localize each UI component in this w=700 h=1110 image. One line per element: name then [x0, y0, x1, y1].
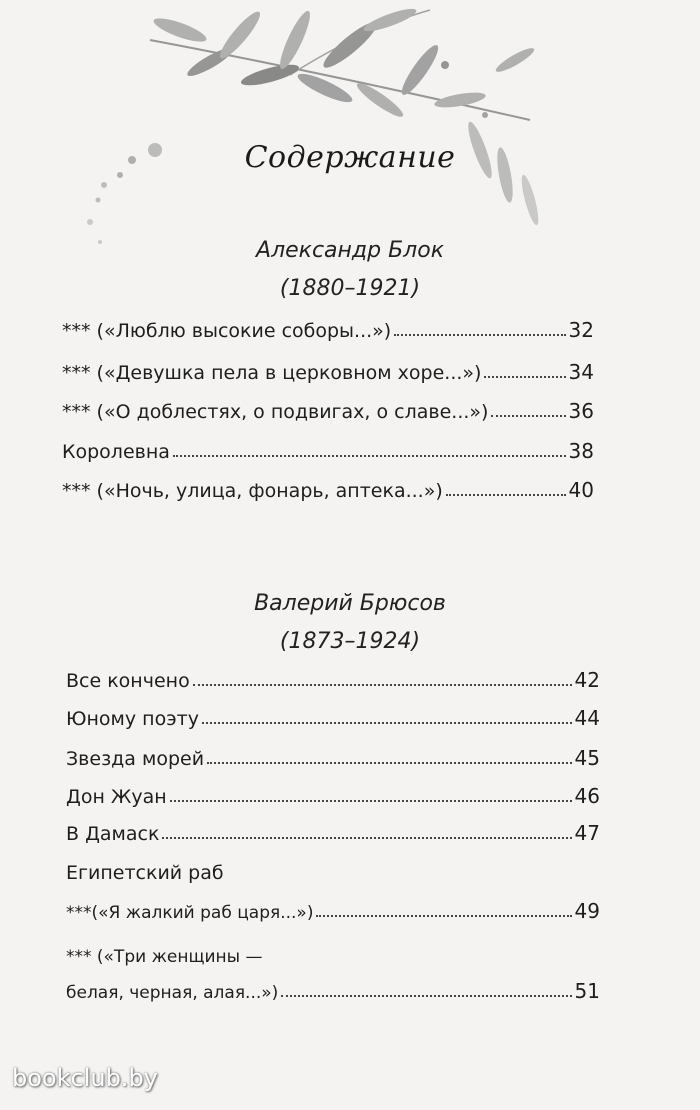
toc-entry-page: 34 — [568, 360, 594, 384]
toc-entry-title: *** («Девушка пела в церковном хоре...») — [62, 362, 482, 384]
toc-entry-page: 42 — [574, 668, 600, 692]
author-heading-bryusov — [0, 585, 700, 661]
toc-entry-title: белая, черная, алая...») — [66, 983, 279, 1003]
toc-entry[interactable] — [66, 815, 600, 845]
dot-leader — [202, 722, 572, 724]
toc-entry-title: Звезда морей — [66, 748, 205, 770]
toc-entry-title: *** («О доблестях, о подвигах, о славе...») — [62, 401, 489, 423]
toc-entry-title: В Дамаск — [66, 823, 160, 845]
dot-leader — [193, 684, 572, 686]
toc-entry-title: Дон Жуан — [66, 786, 167, 808]
toc-entry[interactable] — [62, 472, 594, 502]
dot-leader — [316, 915, 571, 917]
dot-leader — [207, 762, 572, 764]
toc-entry-title: Все кончено — [66, 670, 190, 692]
toc-entry[interactable] — [66, 662, 600, 692]
author-heading-blok — [0, 232, 700, 308]
toc-entry-first-line[interactable] — [66, 937, 600, 967]
dot-leader — [446, 494, 566, 496]
toc-entry[interactable] — [66, 700, 600, 730]
author-name: Валерий Брюсов — [254, 591, 446, 616]
toc-entry[interactable] — [62, 393, 594, 423]
toc-entry-title: *** («Люблю высокие соборы...») — [62, 320, 392, 342]
toc-entry-title: *** («Ночь, улица, фонарь, аптека...») — [62, 480, 443, 502]
toc-entry-page: 32 — [568, 318, 594, 342]
toc-entry-page: 36 — [568, 399, 594, 423]
watermark-text: bookclub.by — [12, 1064, 158, 1092]
toc-entry-title: ***(«Я жалкий раб царя...») — [66, 903, 314, 923]
dot-leader — [173, 455, 566, 457]
toc-entry-page: 45 — [574, 746, 600, 770]
dot-leader — [170, 800, 572, 802]
leaf-branch-decoration — [60, 0, 580, 260]
toc-entry-page: 46 — [574, 784, 600, 808]
toc-entry-page: 47 — [574, 821, 600, 845]
toc-entry[interactable] — [66, 893, 600, 923]
dot-leader — [484, 376, 565, 378]
author-name: Александр Блок — [256, 238, 444, 263]
toc-entry[interactable] — [66, 740, 600, 770]
toc-entry-page: 49 — [574, 899, 600, 923]
toc-entry-title: Египетский раб — [66, 862, 224, 884]
toc-entry-title: Юному поэту — [66, 708, 199, 730]
toc-entry[interactable] — [62, 354, 594, 384]
toc-entry-page: 51 — [574, 979, 600, 1003]
toc-entry-group-heading — [66, 854, 600, 884]
author-years: (1873–1924) — [279, 629, 421, 654]
dot-leader — [162, 837, 571, 839]
author-years: (1880–1921) — [279, 276, 421, 301]
dot-leader — [394, 334, 565, 336]
toc-entry[interactable] — [66, 778, 600, 808]
dot-leader — [281, 995, 571, 997]
toc-entry[interactable] — [62, 312, 594, 342]
toc-entry-continuation[interactable] — [66, 973, 600, 1003]
toc-entry-page: 38 — [568, 439, 594, 463]
toc-entry-title: Королевна — [62, 441, 170, 463]
toc-entry[interactable] — [62, 433, 594, 463]
toc-entry-page: 40 — [568, 478, 594, 502]
page-title: Содержание — [244, 140, 456, 175]
toc-entry-page: 44 — [574, 706, 600, 730]
dot-leader — [491, 415, 565, 417]
toc-entry-title: *** («Три женщины — — [66, 947, 263, 967]
